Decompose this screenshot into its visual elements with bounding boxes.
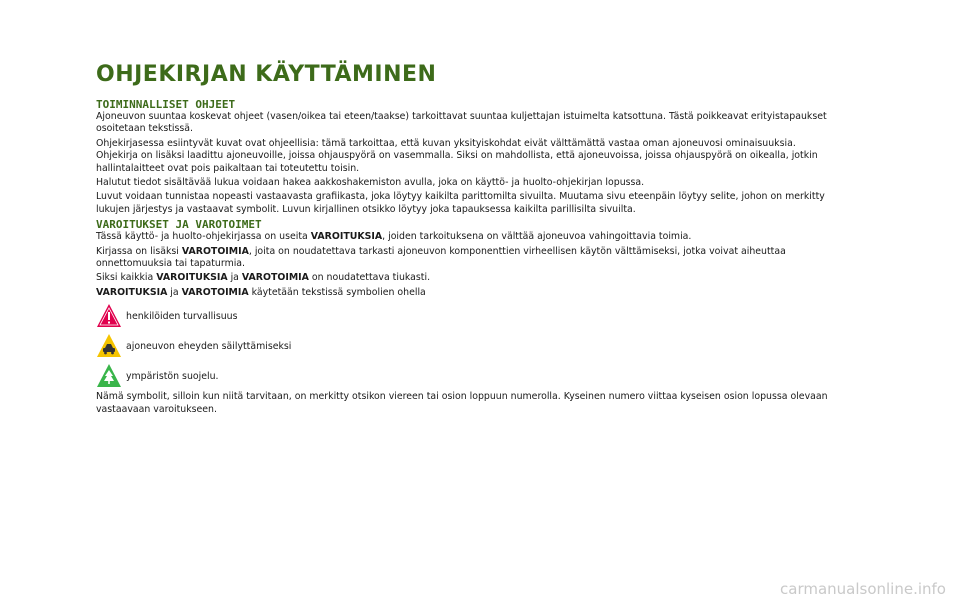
paragraph xyxy=(96,246,836,271)
text: on noudatettava tiukasti. xyxy=(308,272,431,284)
vehicle-integrity-warning-icon xyxy=(96,333,122,359)
paragraph xyxy=(96,272,836,284)
text: ja xyxy=(167,286,182,298)
bold-term: VAROTOIMIA xyxy=(241,272,309,284)
environment-protection-icon xyxy=(96,363,122,389)
symbol-label: henkilöiden turvallisuus xyxy=(126,310,238,322)
manual-page xyxy=(96,62,836,418)
watermark: carmanualsonline.info xyxy=(780,580,946,598)
symbol-label: ajoneuvon eheyden säilyttämiseksi xyxy=(126,340,292,352)
text: , joiden tarkoituksena on välttää ajoneuvoa vahingoittavia toimia. xyxy=(382,231,692,243)
paragraph: Ajoneuvon suuntaa koskevat ohjeet (vasen/oikea tai eteen/taakse) tarkoittavat suuntaa kuljettajan istuimelta katsottuna. Tästä poikkeavat erityistapaukset osoitetaan tekstissä. xyxy=(96,111,827,135)
symbol-row-person-safety xyxy=(96,301,836,331)
paragraph: Luvut voidaan tunnistaa nopeasti vastaavasta grafiikasta, joka löytyy kaikilta parittomilta sivuilta. Muutama sivu eteenpäin löytyy selite, johon on merkitty lukujen järjestys ja vastaavat symbolit. Luvun kirjallinen otsikko löytyy joka tapauksessa kaikilta parillisilta sivuilta. xyxy=(96,191,825,215)
symbol-row-vehicle-integrity xyxy=(96,331,836,361)
text: käytetään tekstissä symbolien ohella xyxy=(248,286,426,298)
bold-term: VAROTOIMIA xyxy=(181,245,249,257)
section-heading-functional: TOIMINNALLISET OHJEET xyxy=(96,98,236,111)
bold-term: VAROITUKSIA xyxy=(310,231,383,243)
paragraph: Halutut tiedot sisältävää lukua voidaan hakea aakkoshakemiston avulla, joka on käyttö- ja huolto-ohjekirjan lopussa. xyxy=(96,177,645,189)
text: , joita on noudatettava tarkasti ajoneuvon komponenttien virheellisen käytön välttämiseksi, jotka voivat aiheuttaa onnettomuuksia tai tapaturmia. xyxy=(96,245,786,270)
bold-term: VAROITUKSIA xyxy=(156,272,228,284)
bold-term: VAROTOIMIA xyxy=(181,286,249,298)
paragraph: Ohjekirjasessa esiintyvät kuvat ovat ohjeellisia: tämä tarkoittaa, että kuvan yksityiskohdat eivät välttämättä vastaa oman ajoneuvosi ominaisuuksia. Ohjekirja on lisäksi laadittu ajoneuvoille, joissa ohjauspyörä on vasemmalla. Siksi on mahdollista, että ajoneuvoissa, joissa ohjauspyörä on oikealla, jotkin hallintalaitteet ovat pois paikaltaan tai toteutettu toisin. xyxy=(96,137,818,174)
paragraph xyxy=(96,287,836,299)
text: ja xyxy=(227,272,242,284)
text: Kirjassa on lisäksi xyxy=(96,245,182,257)
symbol-label: ympäristön suojelu. xyxy=(126,370,219,382)
bold-term: VAROITUKSIA xyxy=(96,286,168,298)
paragraph: Nämä symbolit, silloin kun niitä tarvitaan, on merkitty otsikon viereen tai osion loppuun numerolla. Kyseinen numero viittaa kyseisen osion lopussa olevaan vastaavaan varoitukseen. xyxy=(96,391,828,415)
person-safety-warning-icon xyxy=(96,303,122,329)
page-title: OHJEKIRJAN KÄYTTÄMINEN xyxy=(96,62,437,87)
text: Tässä käyttö- ja huolto-ohjekirjassa on useita xyxy=(96,231,311,243)
paragraph xyxy=(96,231,836,243)
symbol-row-environment xyxy=(96,361,836,391)
text: Siksi kaikkia xyxy=(96,272,157,284)
section-heading-warnings: VAROITUKSET JA VAROTOIMET xyxy=(96,218,262,232)
